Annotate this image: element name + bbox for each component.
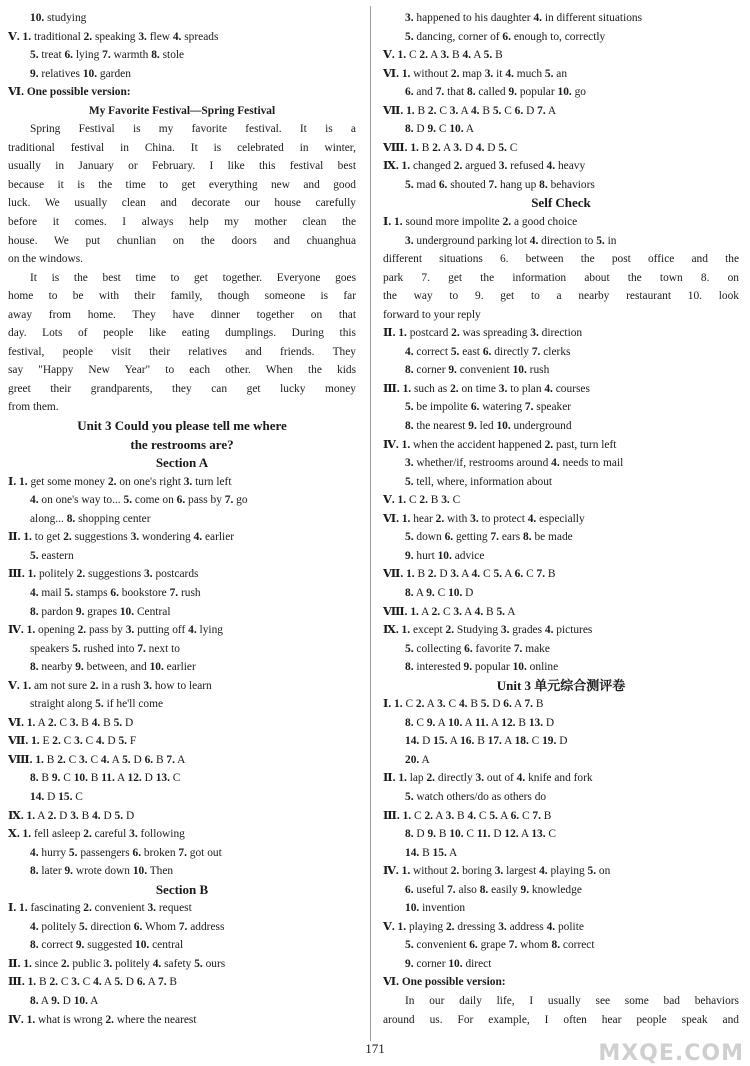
answer-line: 5. treat 6. lying 7. warmth 8. stole xyxy=(30,49,185,62)
essay-paragraph-line: from them. xyxy=(8,401,59,414)
section-answer-line: Ⅵ. 1. A 2. C 3. B 4. B 5. D xyxy=(8,716,134,729)
section-answer-line: Ⅰ. 1. fascinating 2. convenient 3. request xyxy=(8,902,192,915)
answer-line: 8. D 9. C 10. A xyxy=(405,123,475,136)
section-answer-line: Ⅵ. One possible version: xyxy=(8,86,131,99)
unit-heading: Unit 3 Could you please tell me where xyxy=(77,418,287,434)
essay-paragraph-line: park 7. get the information about the town 8. on xyxy=(383,271,739,284)
answer-line: 5. down 6. getting 7. ears 8. be made xyxy=(405,531,573,544)
answer-line: 10. studying xyxy=(30,12,87,24)
essay-paragraph-line: say "Happy New Year" to each other. When the kids xyxy=(8,364,356,377)
answer-line: 8. A 9. D 10. A xyxy=(30,994,99,1007)
section-answer-line: Ⅸ. 1. changed 2. argued 3. refused 4. heavy xyxy=(383,160,586,173)
answer-line: 9. hurt 10. advice xyxy=(405,549,485,562)
essay-paragraph-line: traditional festival in China. It is celebrated in winter, xyxy=(8,141,356,154)
essay-paragraph-line: forward to your reply xyxy=(383,308,481,321)
section-answer-line: Ⅰ. 1. sound more impolite 2. a good choice xyxy=(383,216,578,229)
essay-paragraph-line: day. Lots of people like eating dumplings. During this xyxy=(8,327,356,340)
section-answer-line: Ⅳ. 1. without 2. boring 3. largest 4. playing 5. on xyxy=(383,865,611,878)
essay-paragraph-line: before it comes. I always help my mother clean the xyxy=(8,216,356,229)
essay-paragraph-line: luck. We usually clean and decorate our house carefully xyxy=(8,197,356,210)
answer-line: 6. useful 7. also 8. easily 9. knowledge xyxy=(405,883,582,896)
answer-line: 8. interested 9. popular 10. online xyxy=(405,661,559,674)
section-answer-line: Ⅵ. 1. without 2. map 3. it 4. much 5. an xyxy=(383,67,568,80)
answer-line: 4. mail 5. stamps 6. bookstore 7. rush xyxy=(30,586,201,599)
answer-line: 8. D 9. B 10. C 11. D 12. A 13. C xyxy=(405,828,557,841)
section-answer-line: Ⅷ. 1. A 2. C 3. A 4. B 5. A xyxy=(383,605,516,618)
section-answer-line: Ⅰ. 1. get some money 2. on one's right 3. turn left xyxy=(8,475,232,488)
section-heading: Self Check xyxy=(531,195,591,211)
right-column xyxy=(383,9,739,1029)
answer-line: 8. later 9. wrote down 10. Then xyxy=(30,865,174,878)
answer-line: 5. dancing, corner of 6. enough to, correctly xyxy=(405,30,606,43)
essay-paragraph-line: Spring Festival is my favorite festival. It is a xyxy=(30,123,356,136)
section-answer-line: Ⅶ. 1. B 2. D 3. A 4. C 5. A 6. C 7. B xyxy=(383,568,556,581)
essay-paragraph-line: It is the best time to get together. Everyone goes xyxy=(30,271,356,284)
answer-line: 3. happened to his daughter 4. in different situations xyxy=(405,12,643,24)
section-answer-line: Ⅲ. 1. politely 2. suggestions 3. postcards xyxy=(8,568,199,581)
answer-line: 10. invention xyxy=(405,902,466,915)
answer-line: 8. pardon 9. grapes 10. Central xyxy=(30,605,171,618)
answer-line: 9. corner 10. direct xyxy=(405,957,492,970)
answer-line: 4. politely 5. direction 6. Whom 7. address xyxy=(30,920,225,933)
section-answer-line: Ⅱ. 1. lap 2. directly 3. out of 4. knife and fork xyxy=(383,772,593,785)
essay-paragraph-line: because it is the time to get everything new and good xyxy=(8,178,356,191)
essay-paragraph-line: the way to 9. get to a nearby restaurant 10. look xyxy=(383,290,739,303)
essay-paragraph-line: In our daily life, I usually see some bad behaviors xyxy=(405,994,739,1007)
essay-paragraph-line: greet their grandparents, they can get lucky money xyxy=(8,382,356,395)
answer-line: 5. convenient 6. grape 7. whom 8. correct xyxy=(405,939,595,952)
answer-line: 9. relatives 10. garden xyxy=(30,67,131,80)
answer-line: 5. watch others/do as others do xyxy=(405,790,547,803)
section-answer-line: Ⅸ. 1. A 2. D 3. B 4. D 5. D xyxy=(8,809,135,822)
answer-line: 8. correct 9. suggested 10. central xyxy=(30,939,184,952)
section-answer-line: Ⅴ. 1. am not sure 2. in a rush 3. how to learn xyxy=(8,679,212,692)
answer-line: 8. B 9. C 10. B 11. A 12. D 13. C xyxy=(30,772,181,785)
essay-paragraph-line: on the windows. xyxy=(8,253,83,266)
answer-line: 5. be impolite 6. watering 7. speaker xyxy=(405,401,572,414)
essay-paragraph-line: house. We put chunlian on the doors and chuanghua xyxy=(8,234,356,247)
answer-line: 5. mad 6. shouted 7. hang up 8. behaviors xyxy=(405,178,595,191)
essay-paragraph-line: around us. For example, I often hear people speak and xyxy=(383,1013,739,1026)
answer-line: 3. underground parking lot 4. direction to 5. in xyxy=(405,234,617,247)
answer-line: 8. nearby 9. between, and 10. earlier xyxy=(30,661,196,674)
answer-line: 8. corner 9. convenient 10. rush xyxy=(405,364,550,377)
essay-paragraph-line: home to be with their family, though someone is far xyxy=(8,290,356,303)
section-answer-line: Ⅰ. 1. C 2. A 3. C 4. B 5. D 6. A 7. B xyxy=(383,698,544,711)
section-answer-line: Ⅲ. 1. such as 2. on time 3. to plan 4. courses xyxy=(383,382,590,395)
left-column xyxy=(8,9,356,1029)
section-heading: Section A xyxy=(155,455,209,471)
section-heading: Section B xyxy=(155,881,209,897)
section-answer-line: Ⅵ. 1. hear 2. with 3. to protect 4. especially xyxy=(383,512,585,525)
answer-line: 8. the nearest 9. led 10. underground xyxy=(405,420,572,433)
section-answer-line: Ⅱ. 1. since 2. public 3. politely 4. safety 5. ours xyxy=(8,957,226,970)
section-answer-line: Ⅳ. 1. opening 2. pass by 3. putting off 4. lying xyxy=(8,624,223,637)
section-answer-line: Ⅴ. 1. C 2. B 3. C xyxy=(383,494,461,507)
section-answer-line: Ⅴ. 1. C 2. A 3. B 4. A 5. B xyxy=(383,49,503,62)
watermark-logo: MXQE.COM xyxy=(598,1041,744,1066)
section-answer-line: Ⅴ. 1. traditional 2. speaking 3. flew 4. spreads xyxy=(8,30,219,43)
section-answer-line: Ⅲ. 1. C 2. A 3. B 4. C 5. A 6. C 7. B xyxy=(383,809,552,822)
section-answer-line: Ⅳ. 1. what is wrong 2. where the nearest xyxy=(8,1013,197,1026)
answer-line: 5. collecting 6. favorite 7. make xyxy=(405,642,550,655)
answer-line: along... 8. shopping center xyxy=(30,512,151,525)
section-answer-line: Ⅳ. 1. when the accident happened 2. past, turn left xyxy=(383,438,617,451)
answer-line: 8. C 9. A 10. A 11. A 12. B 13. D xyxy=(405,716,555,729)
unit-heading: the restrooms are? xyxy=(130,436,234,452)
page-number: 171 xyxy=(365,1041,385,1056)
answer-line: 14. D 15. A 16. B 17. A 18. C 19. D xyxy=(405,735,568,748)
section-answer-line: Ⅶ. 1. E 2. C 3. C 4. D 5. F xyxy=(8,735,137,748)
essay-paragraph-line: away from home. They have dinner together on that xyxy=(8,308,356,321)
answer-line: 5. eastern xyxy=(30,549,74,562)
section-answer-line: Ⅵ. One possible version: xyxy=(383,976,506,989)
essay-paragraph-line: festival, people visit their relatives and friends. They xyxy=(8,345,356,358)
answer-line: speakers 5. rushed into 7. next to xyxy=(30,642,180,655)
section-answer-line: Ⅷ. 1. B 2. A 3. D 4. D 5. C xyxy=(383,141,518,154)
column-divider xyxy=(370,6,371,1041)
answer-line: 4. correct 5. east 6. directly 7. clerks xyxy=(405,345,571,358)
essay-paragraph-line: different situations 6. between the post office and the xyxy=(383,253,739,266)
section-answer-line: Ⅲ. 1. B 2. C 3. C 4. A 5. D 6. A 7. B xyxy=(8,976,178,989)
section-answer-line: Ⅶ. 1. B 2. C 3. A 4. B 5. C 6. D 7. A xyxy=(383,104,557,117)
answer-line: 6. and 7. that 8. called 9. popular 10. go xyxy=(405,86,587,99)
section-answer-line: Ⅱ. 1. postcard 2. was spreading 3. direction xyxy=(383,327,583,340)
answer-line: 8. A 9. C 10. D xyxy=(405,586,474,599)
answer-line: 3. whether/if, restrooms around 4. needs to mail xyxy=(405,457,624,470)
answer-line: 4. on one's way to... 5. come on 6. pass by 7. go xyxy=(30,494,248,507)
answer-line: 4. hurry 5. passengers 6. broken 7. got out xyxy=(30,846,222,859)
answer-line: straight along 5. if he'll come xyxy=(30,698,164,711)
answer-line: 20. A xyxy=(405,753,430,766)
section-answer-line: Ⅸ. 1. except 2. Studying 3. grades 4. pictures xyxy=(383,624,593,637)
answer-line: 14. D 15. C xyxy=(30,790,83,803)
answer-line: 14. B 15. A xyxy=(405,846,458,859)
essay-paragraph-line: usually in January or February. I like this festival best xyxy=(8,160,356,173)
answer-line: 5. tell, where, information about xyxy=(405,475,553,488)
section-answer-line: Ⅴ. 1. playing 2. dressing 3. address 4. polite xyxy=(383,920,584,933)
section-answer-line: Ⅷ. 1. B 2. C 3. C 4. A 5. D 6. B 7. A xyxy=(8,753,186,766)
section-answer-line: Ⅹ. 1. fell asleep 2. careful 3. following xyxy=(8,828,185,841)
essay-title: My Favorite Festival—Spring Festival xyxy=(88,104,276,117)
section-heading: Unit 3 单元综合测评卷 xyxy=(496,677,626,693)
section-answer-line: Ⅱ. 1. to get 2. suggestions 3. wondering 4. earlier xyxy=(8,531,235,544)
